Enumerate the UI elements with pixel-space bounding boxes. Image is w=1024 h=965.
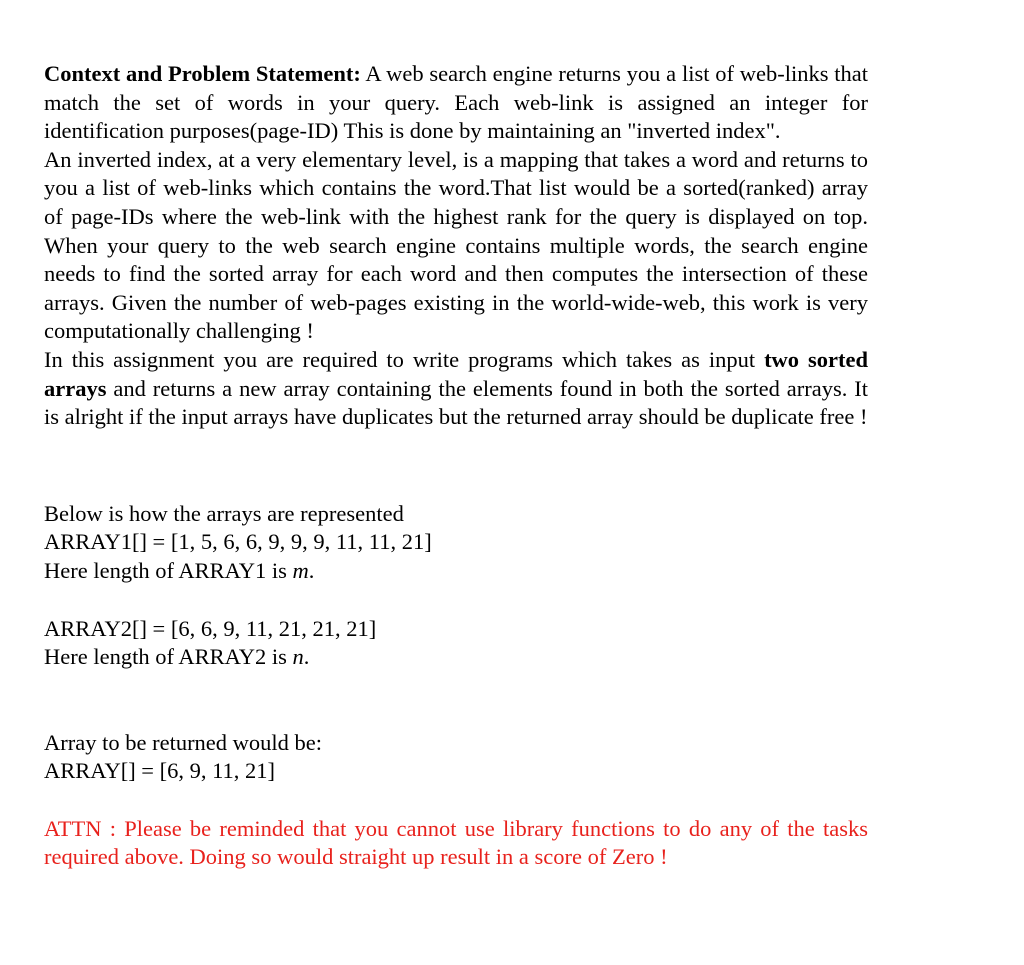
assignment-paragraph [44,346,868,432]
array1-length-suffix: . [308,557,315,583]
array1-length-variable: m [292,557,309,583]
context-paragraph [44,60,868,146]
array1-definition: ARRAY1[] = [1, 5, 6, 6, 9, 9, 9, 11, 11, 21] [44,529,432,555]
inverted-index-text: An inverted index, at a very elementary level, is a mapping that takes a word and returns to you a list of web-links which contains the word.That list would be a sorted(ranked) array of page-IDs where the web-link with the highest rank for the query is displayed on top. When your query to the web search engine contains multiple words, the search engine needs to find the sorted array for each word and then computes the intersection of these arrays. Given the number of web-pages existing in the world-wide-web, this work is very computationally challenging ! [44,146,868,344]
array2-length-variable: n [292,644,304,670]
inverted-index-paragraph [44,146,868,346]
array2-length-prefix: Here length of ARRAY2 is [44,644,293,670]
context-heading: Context and Problem Statement: [44,61,361,86]
assignment-text-after: and returns a new array containing the elements found in both the sorted arrays. It is alright if the input arrays have duplicates but the returned array should be duplicate free ! [44,375,868,430]
result-intro: Array to be returned would be: [44,729,323,755]
array1-length [44,557,868,586]
arrays-intro: Below is how the arrays are represented [44,500,404,526]
array2-length [44,643,868,672]
result-array: ARRAY[] = [6, 9, 11, 21] [44,758,276,784]
array1-length-prefix: Here length of ARRAY1 is [44,557,293,583]
assignment-bold-text: two sorted arrays [44,346,868,401]
document-body [44,60,868,872]
array2-definition: ARRAY2[] = [6, 6, 9, 11, 21, 21, 21] [44,615,377,641]
array2-length-suffix: . [303,644,310,670]
context-text: A web search engine returns you a list of web-links that match the set of words in your query. Each web-link is assigned an integer for identification purposes(page-ID) This is done by maintaining an "inverted index". [44,61,868,144]
attn-notice: ATTN : Please be reminded that you cannot use library functions to do any of the tasks required above. Doing so would straight up result in a score of Zero ! [44,815,868,870]
assignment-text-before: In this assignment you are required to write programs which takes as input [44,346,765,372]
